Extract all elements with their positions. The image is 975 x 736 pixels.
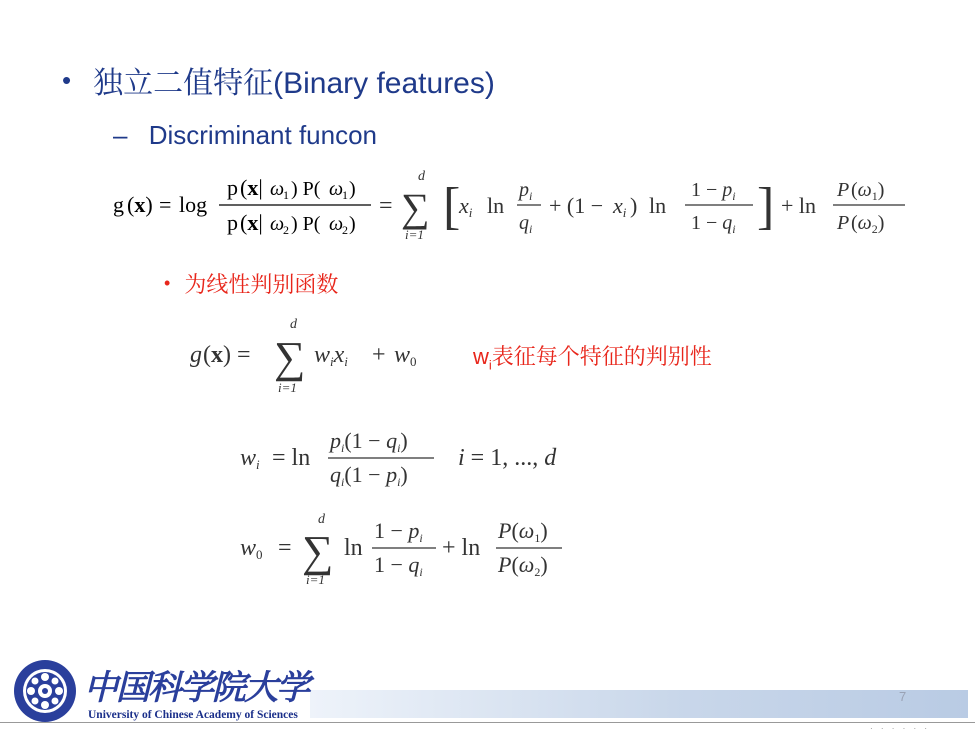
svg-text:ln: ln <box>487 193 505 218</box>
svg-text:p: p <box>227 210 238 235</box>
logo-english-name: University of Chinese Academy of Sciences <box>88 709 298 721</box>
svg-text:(x|: (x| <box>240 210 263 235</box>
svg-text:): ) <box>630 193 638 218</box>
svg-text:g: g <box>113 192 124 217</box>
svg-text:(x): (x) <box>127 192 153 217</box>
svg-text:+ ln: + ln <box>442 535 481 561</box>
slide-title <box>62 58 495 102</box>
svg-text:d: d <box>290 317 297 332</box>
svg-text:∑: ∑ <box>302 527 334 576</box>
svg-text:1 − pi: 1 − pi <box>374 518 423 545</box>
svg-text:+ (1 −: + (1 − <box>549 193 604 218</box>
university-seal-icon <box>12 658 78 724</box>
svg-text:ω: ω <box>270 178 285 200</box>
svg-text:1: 1 <box>342 188 348 202</box>
svg-text:+ ln: + ln <box>781 193 817 218</box>
svg-text:=: = <box>159 192 172 217</box>
svg-text:): ) <box>349 178 356 200</box>
sub-bullet-text: 为线性判别函数 <box>184 272 339 297</box>
subtitle-text: Discriminant funcon <box>148 120 378 150</box>
note-text: 表征每个特征的判别性 <box>491 344 712 369</box>
dash-icon: – <box>113 120 128 150</box>
footer-divider <box>0 722 975 723</box>
svg-text:ω: ω <box>270 213 285 235</box>
svg-text:ω: ω <box>329 178 344 200</box>
note-w: w <box>473 344 489 369</box>
note-sub: i <box>488 357 492 373</box>
sub-bullet <box>164 268 338 299</box>
svg-text:2: 2 <box>342 223 348 237</box>
svg-text:) P(: ) P( <box>291 178 321 200</box>
svg-text:]: ] <box>757 178 775 235</box>
svg-text:qi(1 − pi): qi(1 − pi) <box>330 462 408 489</box>
svg-text:1 − qi: $1 - q_i$ <box>691 212 736 236</box>
svg-text:wi: wi <box>240 445 260 472</box>
svg-text:1: 1 <box>283 188 289 202</box>
svg-text:qi: $q_i$ <box>519 212 533 236</box>
page-number: 7 <box>899 689 907 704</box>
svg-text:i=1: i=1 <box>405 227 424 242</box>
svg-text:∑: ∑ <box>401 185 430 230</box>
svg-text:pi(1 − qi): pi(1 − qi) <box>330 428 408 455</box>
svg-text:1 − pi: $1 - p_i$ <box>691 179 736 203</box>
title-text: 独立二值特征(Binary features) <box>93 67 495 100</box>
equation-1 <box>113 165 913 245</box>
subtitle <box>113 120 377 151</box>
svg-text:+: + <box>372 342 386 368</box>
svg-text:ln: ln <box>649 193 667 218</box>
equation-2 <box>190 312 450 397</box>
svg-text:(ω1): $(\omega_1)$ <box>851 179 885 203</box>
bullet-dot-icon: • <box>164 273 171 293</box>
svg-text:p: p <box>227 175 238 200</box>
svg-text:) P(: ) P( <box>291 213 321 235</box>
svg-text:i=1: i=1 <box>278 380 297 395</box>
svg-text:1 − qi: 1 − qi <box>374 552 423 579</box>
svg-text:(x) =: (x) = <box>203 342 251 368</box>
svg-text:log: log <box>179 192 208 217</box>
svg-text:P(ω1): P(ω1) <box>498 518 548 545</box>
svg-text:xi: xi <box>459 193 473 220</box>
svg-text:w0: w0 <box>394 342 417 369</box>
svg-text:[: [ <box>443 178 461 235</box>
svg-text:i = 1, ..., d: i = 1, ..., d <box>458 445 557 471</box>
weight-note <box>473 340 712 372</box>
svg-text:ω: ω <box>329 213 344 235</box>
svg-text:=: = <box>278 535 292 561</box>
svg-text:): ) <box>349 213 356 235</box>
svg-text:d: d <box>418 169 425 184</box>
svg-text:w0: w0 <box>240 535 263 562</box>
footer-bar <box>310 690 968 718</box>
svg-text:(ω2): $(\omega_2)$ <box>851 212 885 236</box>
logo-chinese-name: 中国科学院大学 <box>84 668 308 708</box>
svg-text:P(ω2): P(ω2) <box>498 552 548 579</box>
bullet-dot-icon: • <box>62 64 72 95</box>
footer-dots: · · · · · · <box>870 724 931 733</box>
svg-text:xi: xi <box>613 193 627 220</box>
svg-text:= ln: = ln <box>272 445 311 471</box>
svg-text:g: g <box>190 342 202 368</box>
svg-text:i=1: i=1 <box>306 572 325 587</box>
svg-text:ln: ln <box>344 535 363 561</box>
svg-text:∑: ∑ <box>274 333 306 382</box>
equation-3 <box>240 420 580 495</box>
svg-text:P: P <box>837 212 850 234</box>
svg-text:=: = <box>379 193 393 219</box>
svg-text:wixi: wixi <box>314 342 348 369</box>
svg-text:(x|: (x| <box>240 175 263 200</box>
equation-4 <box>240 508 580 593</box>
svg-text:P: P <box>837 179 850 201</box>
svg-text:d: d <box>318 512 325 527</box>
svg-text:pi: $p_i$ <box>519 179 533 203</box>
svg-text:2: 2 <box>283 223 289 237</box>
